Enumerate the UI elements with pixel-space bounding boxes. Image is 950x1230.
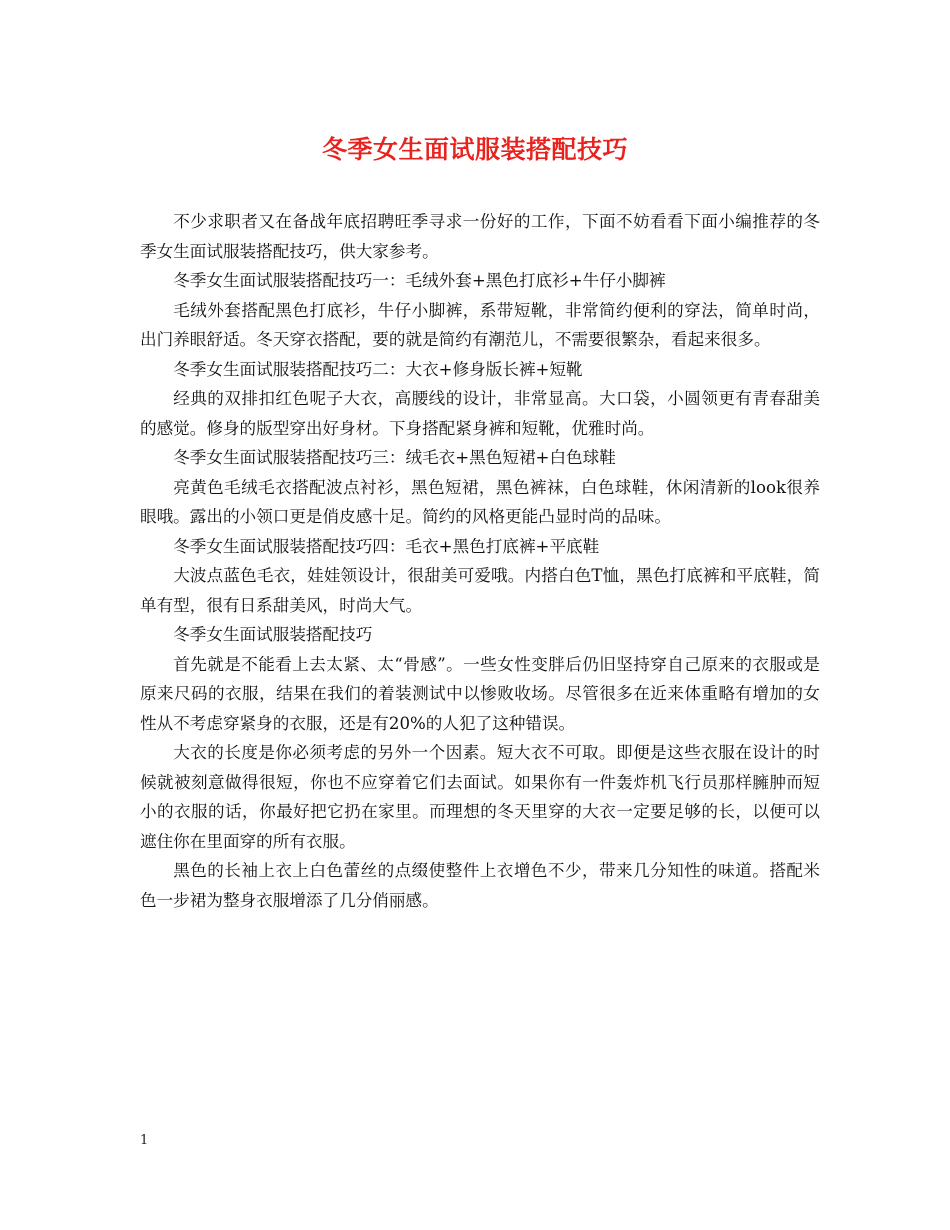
page-number: 1 <box>140 1133 149 1148</box>
paragraph-tip-2: 经典的双排扣红色呢子大衣，高腰线的设计，非常显高。大口袋，小圆领更有青春甜美的感觉。修身的版型穿出好身材。下身搭配紧身裤和短靴，优雅时尚。 <box>140 389 820 438</box>
paragraph-heading-tip-3: 冬季女生面试服装搭配技巧三：绒毛衣+黑色短裙+白色球鞋 <box>173 448 616 467</box>
paragraph-heading-tip-2: 冬季女生面试服装搭配技巧二：大衣+修身版长裤+短靴 <box>173 359 583 379</box>
paragraph-tip-1: 毛绒外套搭配黑色打底衫，牛仔小脚裤，系带短靴，非常简约便利的穿法，简单时尚，出门养眼舒适。冬天穿衣搭配，要的就是简约有潮范儿，不需要很繁杂，看起来很多。 <box>140 300 820 349</box>
paragraph-fit: 首先就是不能看上去太紧、太“骨感”。一些女性变胖后仍旧坚持穿自己原来的衣服或是原来尺码的衣服，结果在我们的着装测试中以惨败收场。尽管很多在近来体重略有增加的女性从不考虑穿紧身的衣服，还是有20%的人犯了这种错误。 <box>140 654 820 733</box>
paragraph-lace-top: 黑色的长袖上衣上白色蕾丝的点缀使整件上衣增色不少，带来几分知性的味道。搭配米色一步裙为整身衣服增添了几分俏丽感。 <box>140 861 820 910</box>
paragraph-coat-length: 大衣的长度是你必须考虑的另外一个因素。短大衣不可取。即便是这些衣服在设计的时候就被刻意做得很短，你也不应穿着它们去面试。如果你有一件轰炸机飞行员那样臃肿而短小的衣服的话，你最好把它扔在家里。而理想的冬天里穿的大衣一定要足够的长，以便可以遮住你在里面穿的所有衣服。 <box>140 743 820 851</box>
paragraph-tip-3: 亮黄色毛绒毛衣搭配波点衬衫，黑色短裙，黑色裤袜，白色球鞋，休闲清新的look很养眼哦。露出的小领口更是俏皮感十足。简约的风格更能凸显时尚的品味。 <box>140 477 820 526</box>
paragraph-tip-4: 大波点蓝色毛衣，娃娃领设计，很甜美可爱哦。内搭白色T恤，黑色打底裤和平底鞋，简单有型，很有日系甜美风，时尚大气。 <box>140 566 820 615</box>
document-body <box>140 207 820 915</box>
paragraph-heading-tips: 冬季女生面试服装搭配技巧 <box>173 625 373 644</box>
page-title: 冬季女生面试服装搭配技巧 <box>321 135 628 164</box>
paragraph-heading-tip-4: 冬季女生面试服装搭配技巧四：毛衣+黑色打底裤+平底鞋 <box>173 536 600 556</box>
paragraph-intro: 不少求职者又在备战年底招聘旺季寻求一份好的工作，下面不妨看看下面小编推荐的冬季女生面试服装搭配技巧，供大家参考。 <box>140 212 820 261</box>
paragraph-heading-tip-1: 冬季女生面试服装搭配技巧一：毛绒外套+黑色打底衫+牛仔小脚裤 <box>173 271 666 290</box>
